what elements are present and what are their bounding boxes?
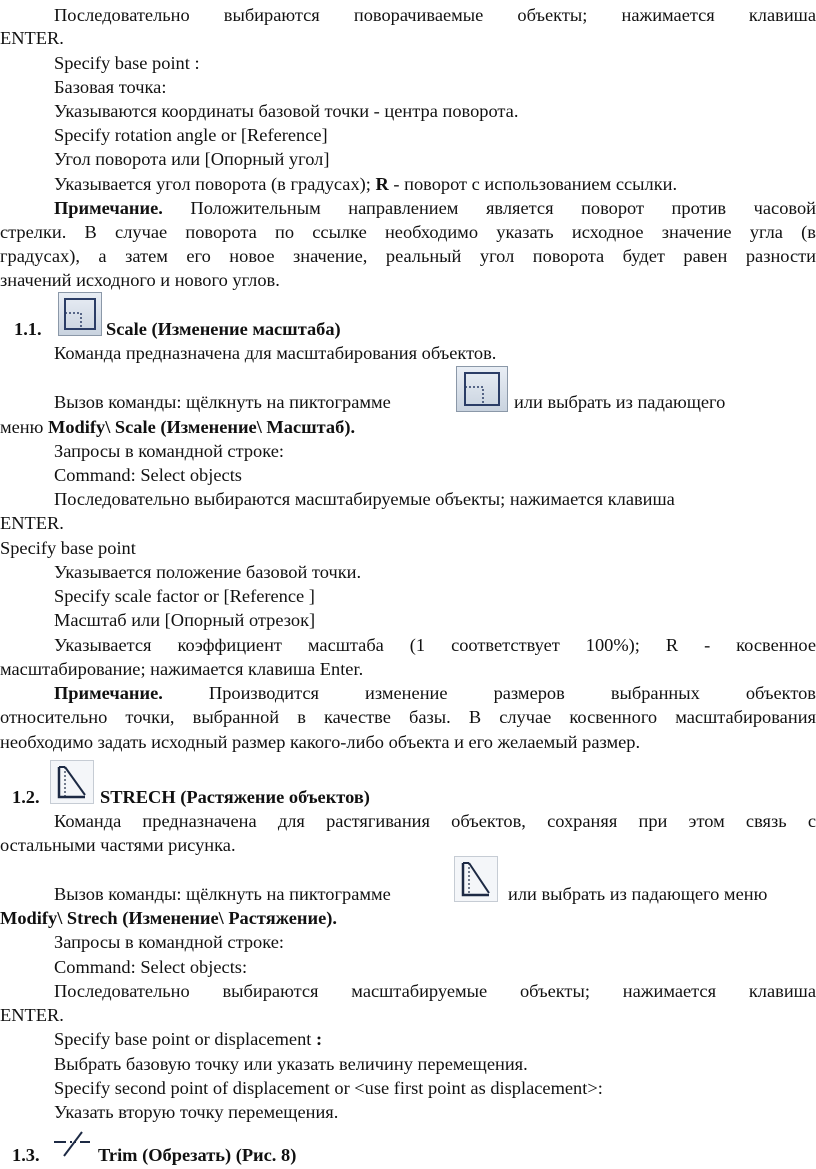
paragraph-line: Запросы в командной строке: [54,932,284,952]
note-line: Примечание. Положительным направлением является поворот против часовой [54,198,816,218]
paragraph-line: Последовательно выбираются поворачиваемые объекты; нажимается клавиша [54,5,816,25]
command-prompt: Specify base point : [54,53,200,73]
paragraph-line: Команда предназначена для масштабирования объектов. [54,343,497,363]
paragraph-line: Масштаб или [Опорный отрезок] [54,610,316,630]
paragraph-line: относительно точки, выбранной в качестве базы. В случае косвенного масштабирования [0,707,816,727]
section-title: Trim (Обрезать) (Рис. 8) [98,1145,297,1165]
command-prompt: Specify second point of displacement or <use first point as displacement>: [54,1078,603,1098]
command-prompt: Specify rotation angle or [Reference] [54,125,328,145]
paragraph-line: ENTER. [0,513,64,533]
scale-tool-icon [58,292,102,336]
section-title: STRECH (Растяжение объектов) [100,787,370,807]
paragraph-line: ENTER. [0,28,64,48]
paragraph-line: Выбрать базовую точку или указать величину перемещения. [54,1054,528,1074]
paragraph-line: масштабирование; нажимается клавиша Enter. [0,659,364,679]
paragraph-line: значений исходного и нового углов. [0,270,280,290]
paragraph-line: Указываются координаты базовой точки - центра поворота. [54,101,519,121]
paragraph-line: меню Modify\ Scale (Изменение\ Масштаб). [0,417,356,437]
scale-tool-icon [456,366,508,412]
paragraph-line: Указывается положение базовой точки. [54,562,362,582]
command-prompt: Specify base point or displacement : [54,1029,323,1049]
section-number: 1.2. [12,787,40,807]
command-prompt: Command: Select objects [54,465,242,485]
stretch-tool-icon [454,856,498,902]
paragraph-line: Вызов команды: щёлкнуть на пиктограмме [54,392,391,412]
section-number: 1.3. [12,1145,40,1165]
paragraph-line: Последовательно выбираются масштабируемые объекты; нажимается клавиша [54,981,816,1001]
command-prompt: Specify base point [0,538,136,558]
paragraph-line: Указывается угол поворота (в градусах); R - поворот с использованием ссылки. [54,174,678,194]
paragraph-line: стрелки. В случае поворота по ссылке необходимо указать исходное значение угла (в [0,222,816,242]
paragraph-line: Вызов команды: щёлкнуть на пиктограмме [54,884,391,904]
section-number: 1.1. [14,319,42,339]
paragraph-line: необходимо задать исходный размер какого-либо объекта и его желаемый размер. [0,732,641,752]
command-prompt: Specify scale factor or [Reference ] [54,586,315,606]
paragraph-line: Указать вторую точку перемещения. [54,1102,339,1122]
paragraph-line: Modify\ Strech (Изменение\ Растяжение). [0,908,337,928]
paragraph-line: градусах), а затем его новое значение, реальный угол поворота будет равен разности [0,246,816,266]
paragraph-line: Базовая точка: [54,77,167,97]
note-line: Примечание. Производится изменение размеров выбранных объектов [54,683,816,703]
paragraph-line: Угол поворота или [Опорный угол] [54,149,330,169]
paragraph-line: остальными частями рисунка. [0,835,236,855]
command-prompt: Command: Select objects: [54,957,248,977]
paragraph-line: или выбрать из падающего меню [508,884,768,904]
paragraph-line: Указывается коэффициент масштаба (1 соответствует 100%); R - косвенное [54,635,816,655]
paragraph-line: Команда предназначена для растягивания объектов, сохраняя при этом связь с [54,811,816,831]
paragraph-line: ENTER. [0,1005,64,1025]
paragraph-line: или выбрать из падающего [514,392,726,412]
stretch-tool-icon [50,760,94,804]
trim-tool-icon [52,1130,92,1162]
paragraph-line: Запросы в командной строке: [54,441,284,461]
paragraph-line: Последовательно выбираются масштабируемые объекты; нажимается клавиша [54,489,675,509]
section-title: Scale (Изменение масштаба) [106,319,341,339]
